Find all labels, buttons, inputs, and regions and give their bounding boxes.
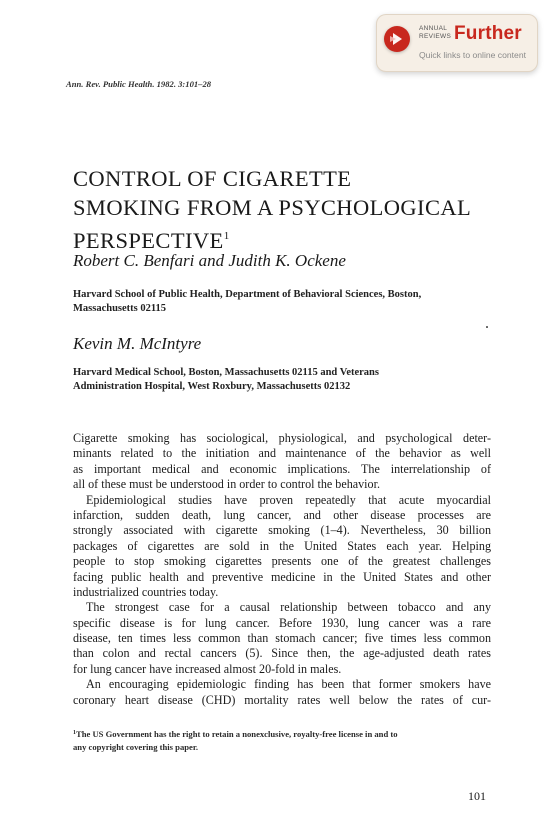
body-line: The strongest case for a causal relationship between tobacco and any (86, 600, 491, 615)
body-line: infarction, sudden death, lung cancer, and other disease processes are (73, 507, 491, 522)
journal-citation: Ann. Rev. Public Health. 1982. 3:101–28 (66, 79, 212, 89)
annual-reviews-logo-icon (384, 26, 410, 52)
badge-further-label: Further (454, 23, 522, 44)
footnote-text: The US Government has the right to retain a nonexclusive, royalty-free license in and to (76, 729, 398, 739)
body-line: people to stop smoking cigarettes presents one of the greatest challenges (73, 554, 491, 569)
badge-annual: ANNUAL (419, 25, 448, 32)
title-line-text: PERSPECTIVE (73, 228, 224, 253)
body-line: disease, ten times less common than stomach cancer; five times less common (73, 631, 491, 646)
footnote (73, 727, 491, 753)
footnote-line: any copyright covering this paper. (73, 741, 199, 752)
body-line: minants related to the initiation and maintenance of the behavior as well (73, 446, 491, 461)
title-line: SMOKING FROM A PSYCHOLOGICAL (73, 194, 472, 220)
affiliation-line: Harvard Medical School, Boston, Massachusetts 02115 and Veterans (73, 367, 379, 378)
affiliation-line: Massachusetts 02115 (73, 303, 167, 314)
article-title (73, 165, 513, 256)
author-affiliation (73, 288, 513, 316)
title-line: CONTROL OF CIGARETTE (73, 166, 352, 191)
body-line: Cigarette smoking has sociological, physiological, and psychological deter- (73, 431, 491, 445)
title-footnote-marker: 1 (223, 230, 230, 242)
affiliation-line: Harvard School of Public Health, Department of Behavioral Sciences, Boston, (73, 289, 422, 300)
affiliation-line: Administration Hospital, West Roxbury, Massachusetts 02132 (73, 381, 351, 392)
body-line: Epidemiological studies have proven repeatedly that acute myocardial (86, 492, 491, 507)
page-number: 101 (468, 789, 486, 803)
body-line: coronary heart disease (CHD) mortality rates well below the rates of cur- (73, 692, 491, 707)
author-names: Kevin M. McIntyre (73, 334, 202, 353)
scan-speck (486, 326, 488, 328)
author-affiliation (73, 366, 513, 394)
badge-reviews: REVIEWS (419, 32, 452, 40)
body-line: facing public health and preventive medicine in the United States and other (73, 569, 491, 584)
body-line: industrialized countries today. (73, 584, 219, 599)
body-line: as important medical and economic implications. The interrelationship of (73, 461, 491, 476)
annual-reviews-wordmark (419, 25, 451, 40)
footnote-line (73, 727, 491, 741)
badge-subtitle: Quick links to online content (419, 50, 527, 60)
body-line: packages of cigarettes are sold in the United States each year. Helping (73, 538, 491, 553)
body-line: all of these must be understood in order to control the behavior. (73, 477, 380, 492)
annual-reviews-further-badge[interactable] (376, 14, 538, 72)
body-line: strongly associated with cigarette smoking (1–4). Nevertheless, 30 billion (73, 523, 491, 538)
footnote-marker: 1 (73, 730, 76, 736)
body-line: than colon and rectal cancers (5). Since then, the age-adjusted death rates (73, 646, 491, 661)
body-line: An encouraging epidemiologic finding has been that former smokers have (86, 677, 491, 692)
article-body (73, 431, 491, 708)
body-line: for lung cancer have increased almost 20-fold in males. (73, 661, 342, 676)
author-names: Robert C. Benfari and Judith K. Ockene (73, 251, 346, 270)
body-line: specific disease is for lung cancer. Before 1930, lung cancer was a rare (73, 615, 491, 630)
